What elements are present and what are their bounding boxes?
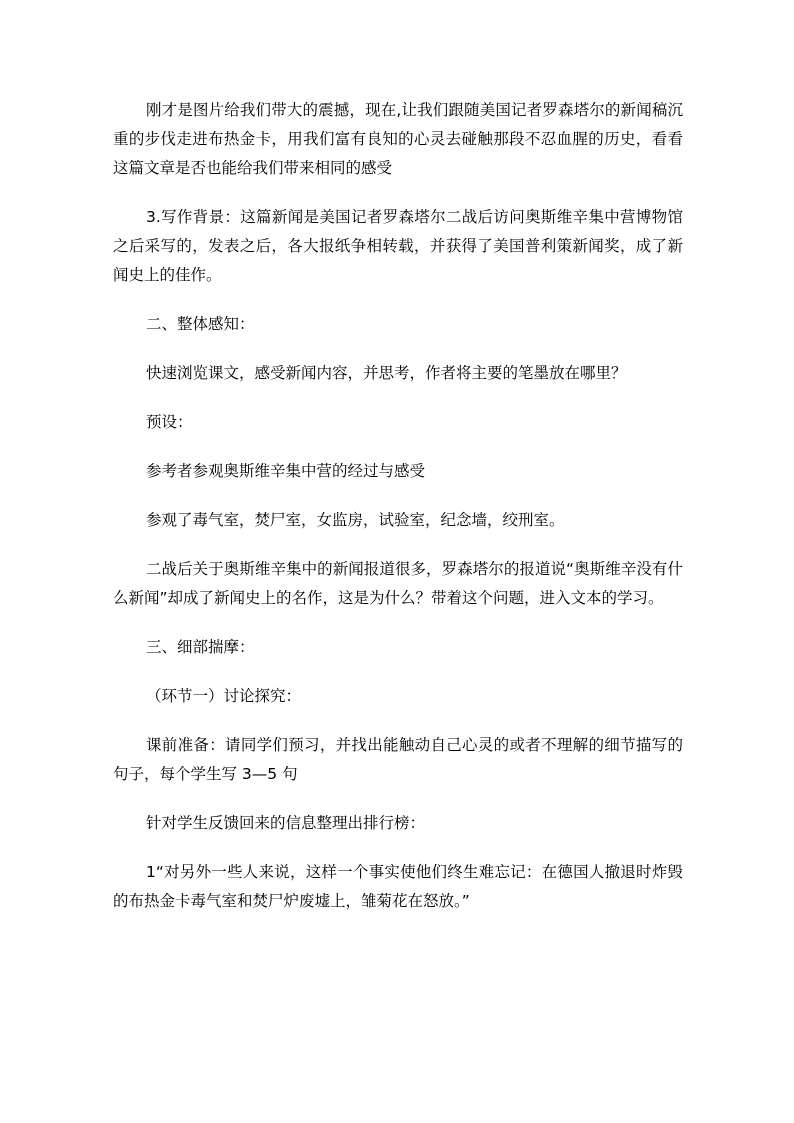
section-heading-overall-perception: 二、整体感知： (146, 315, 255, 333)
paragraph-guiding-question: 二战后关于奥斯维辛集中的新闻报道很多，罗森塔尔的报道说“奥斯维辛没有什么新闻”却成了新闻史上的名作，这是为什么？带着这个问题，进入文本的学习。 (113, 560, 683, 607)
paragraph-visited-rooms: 参观了毒气室，焚尸室，女监房，试验室，纪念墙，绞刑室。 (146, 511, 565, 529)
paragraph-ranking-intro: 针对学生反馈回来的信息整理出排行榜： (146, 814, 426, 832)
section-heading-detail-study: 三、细部揣摩： (146, 638, 255, 656)
paragraph-step-one: （环节一）讨论探究： (146, 687, 302, 705)
paragraph-quick-browse: 快速浏览课文，感受新闻内容，并思考，作者将主要的笔墨放在哪里？ (146, 364, 627, 382)
paragraph-preclass-preparation: 课前准备：请同学们预习，并找出能触动自己心灵的或者不理解的细节描写的句子，每个学生写 3—5 句 (113, 736, 683, 783)
paragraph-preset-label: 预设： (146, 413, 193, 431)
paragraph-writing-background: 3.写作背景：这篇新闻是美国记者罗森塔尔二战后访问奥斯维辛集中营博物馆之后采写的，发表之后，各大报纸争相转载，并获得了美国普利策新闻奖，成了新闻史上的佳作。 (113, 208, 683, 284)
paragraph-quote-one: 1“对另外一些人来说，这样一个事实使他们终生难忘记：在德国人撤退时炸毁的布热金卡毒气室和焚尸炉废墟上，雏菊花在怒放。” (113, 863, 683, 910)
paragraph-intro: 刚才是图片给我们带大的震撼，现在,让我们跟随美国记者罗森塔尔的新闻稿沉重的步伐走进布热金卡，用我们富有良知的心灵去碰触那段不忍血腥的历史，看看这篇文章是否也能给我们带来相同的感受 (113, 101, 683, 177)
document-body (113, 96, 683, 916)
paragraph-visit-process: 参考者参观奥斯维辛集中营的经过与感受 (146, 462, 426, 480)
